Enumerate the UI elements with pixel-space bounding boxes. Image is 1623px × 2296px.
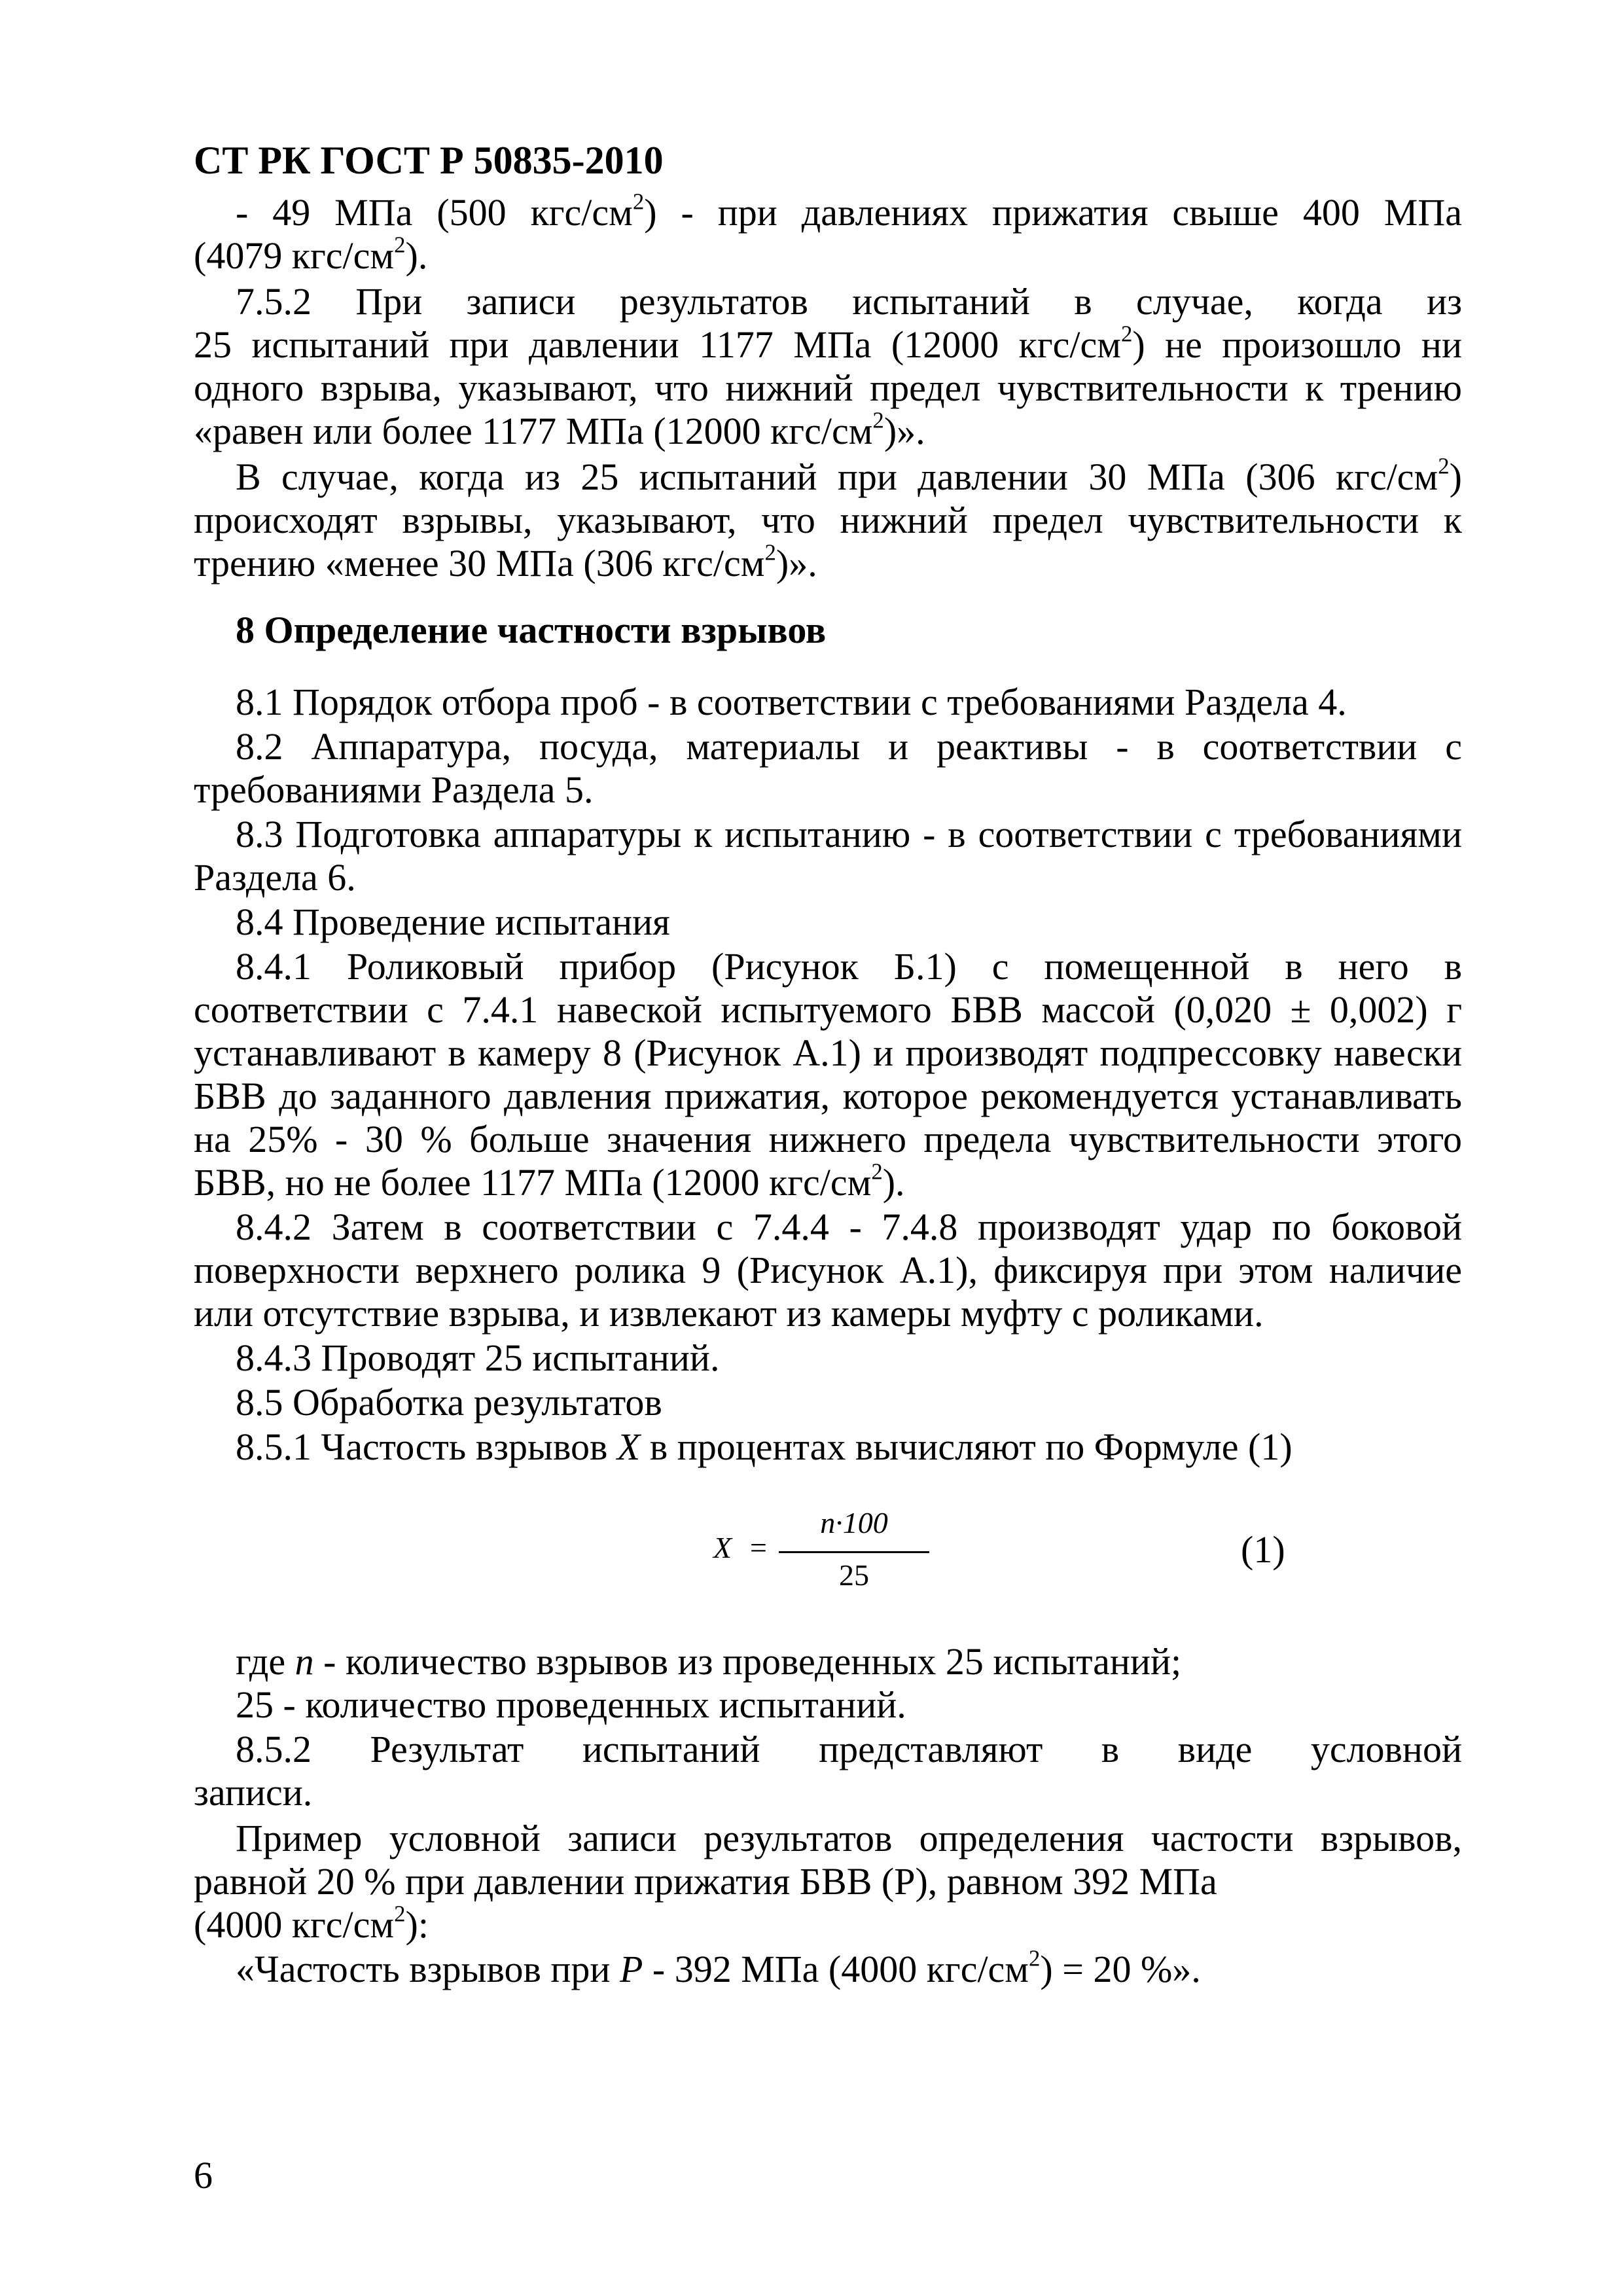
text-line: БВВ, но не более 1177 МПа (12000 кгс/$см^2$). — [194, 1158, 905, 1204]
text-line: поверхности верхнего ролика 9 (Рисунок А.1), фиксируя при этом наличие — [194, 1249, 1462, 1291]
document-code-header: СТ РК ГОСТ Р 50835-2010 — [194, 139, 664, 182]
text-line: одного взрыва, указывают, что нижний предел чувствительности к трению — [194, 367, 1462, 409]
text-line: требованиями Раздела 5. — [194, 768, 594, 811]
clause-8-5: 8.5 Обработка результатов — [236, 1381, 662, 1424]
text-line: на 25% - 30 % больше значения нижнего предела чувствительности этого — [194, 1118, 1462, 1160]
text-line: 25 испытаний при давлении 1177 МПа (12000 кгс/$см^2$) не произошло ни — [194, 321, 1462, 366]
clause-8-1: 8.1 Порядок отбора проб - в соответствии с требованиями Раздела 4. — [236, 681, 1347, 723]
clause-8-5-2: 8.5.2 Результат испытаний представляют в виде условной — [236, 1728, 1462, 1770]
clause-8-3: 8.3 Подготовка аппаратуры к испытанию - в соответствии с требованиями — [236, 813, 1462, 855]
page-number: 6 — [194, 2154, 213, 2197]
text-line: устанавливают в камеру 8 (Рисунок А.1) и производят подпрессовку навески — [194, 1031, 1462, 1074]
section-heading-8: 8 Определение частности взрывов — [236, 609, 827, 651]
fraction-bar — [779, 1551, 929, 1553]
clause-8-4: 8.4 Проведение испытания — [236, 901, 670, 943]
text-line: происходят взрывы, указывают, что нижний предел чувствительности к — [194, 499, 1462, 541]
text-line: соответствии с 7.4.1 навеской испытуемого БВВ массой (0,020 ± 0,002) г — [194, 988, 1462, 1031]
text-line: БВВ до заданного давления прижатия, которое рекомендуется устанавливать — [194, 1075, 1462, 1117]
formula-denominator: 25 — [839, 1558, 869, 1592]
text-line: В случае, когда из 25 испытаний при давлении 30 МПа (306 кгс/$см^2$) — [236, 453, 1462, 498]
clause-8-4-2: 8.4.2 Затем в соответствии с 7.4.4 - 7.4.8 производят удар по боковой — [236, 1206, 1462, 1248]
formula-number: (1) — [1241, 1528, 1285, 1571]
text-line: равной 20 % при давлении прижатия БВВ (Р), равном 392 МПа — [194, 1860, 1217, 1903]
formula-1 — [713, 1505, 888, 1597]
clause-8-4-3: 8.4.3 Проводят 25 испытаний. — [236, 1336, 720, 1379]
text-line: (4000 кгс/$см^2$): — [194, 1901, 429, 1946]
example-record: «Частость взрывов при Р - 392 МПа (4000 кгс/$см^2) = 20$ %». — [236, 1945, 1201, 1990]
formula-equals: = — [750, 1531, 767, 1564]
formula-numerator: n·100 — [820, 1506, 888, 1539]
text-line: «равен или более 1177 МПа (12000 кгс/$см^2$)». — [194, 407, 925, 452]
text-line: (4079 кгс/$см^2$). — [194, 232, 428, 277]
clause-8-2: 8.2 Аппаратура, посуда, материалы и реактивы - в соответствии с — [236, 725, 1462, 768]
formula-lhs: X — [713, 1531, 732, 1564]
where-n-definition: где n - количество взрывов из проведенных 25 испытаний; — [236, 1640, 1182, 1683]
text-line: Раздела 6. — [194, 856, 356, 899]
text-line: или отсутствие взрыва, и извлекают из камеры муфту с роликами. — [194, 1292, 1264, 1335]
text-line: - 49 МПа (500 кгс/$см^2$) - при давлениях прижатия свыше 400 МПа — [236, 188, 1463, 234]
clause-8-5-1: 8.5.1 Частость взрывов X в процентах вычисляют по Формуле (1) — [236, 1426, 1293, 1468]
where-25-definition: 25 - количество проведенных испытаний. — [236, 1683, 906, 1726]
example-text: Пример условной записи результатов определения частости взрывов, — [236, 1817, 1462, 1859]
paragraph-7-5-2: 7.5.2 При записи результатов испытаний в случае, когда из — [236, 280, 1462, 323]
text-line: записи. — [194, 1771, 313, 1814]
text-line: трению «менее 30 МПа (306 кгс/$см^2$)». — [194, 539, 817, 584]
clause-8-4-1: 8.4.1 Роликовый прибор (Рисунок Б.1) с помещенной в него в — [236, 945, 1462, 988]
